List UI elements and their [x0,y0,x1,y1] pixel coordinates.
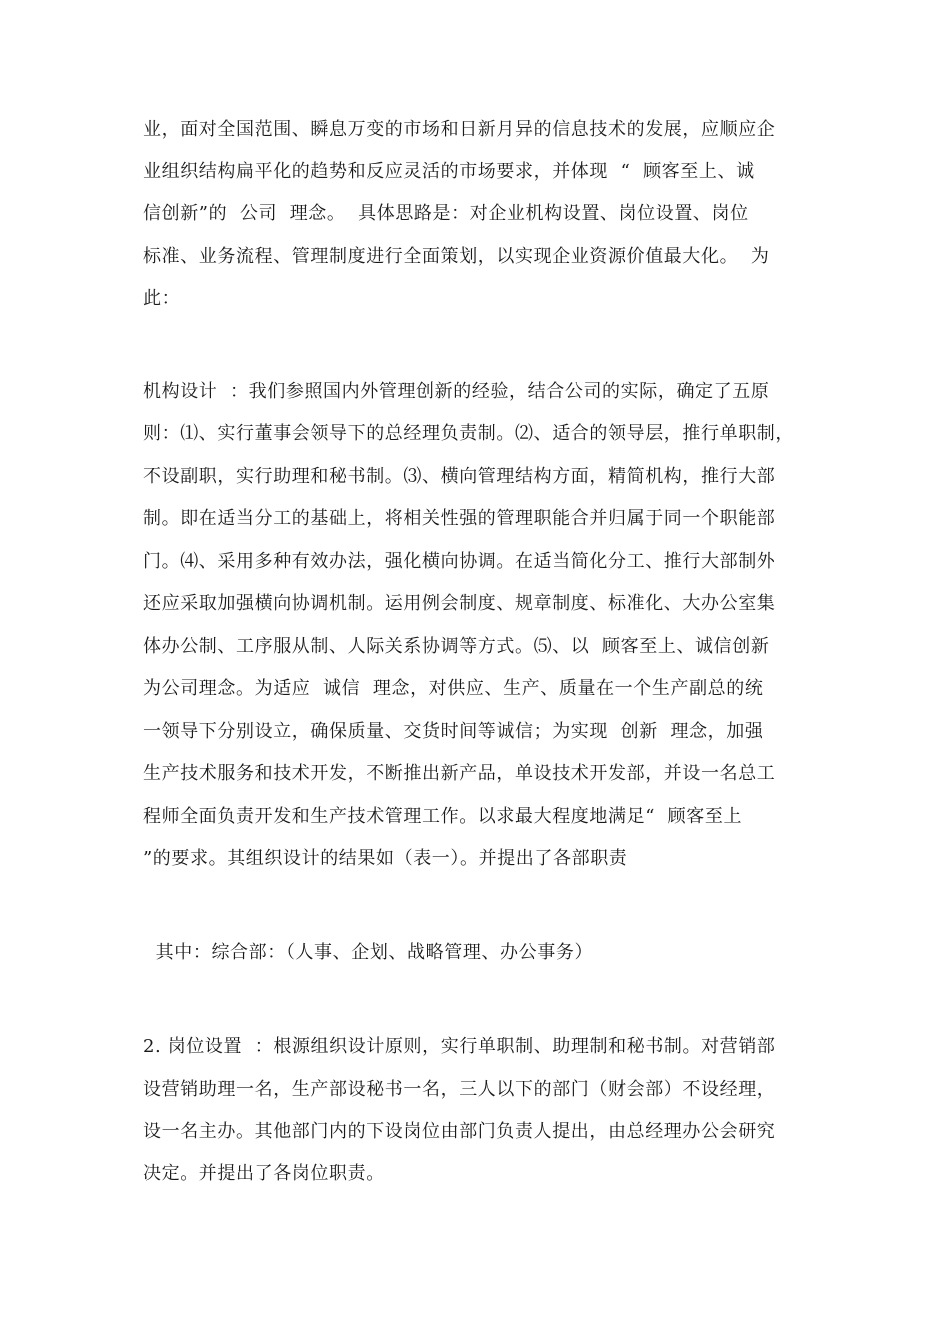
text-line: 其中：综合部：（人事、企划、战略管理、办公事务） [143,942,594,963]
text-line: 不设副职，实行助理和秘书制。⑶、横向管理结构方面，精简机构，推行大部 [143,466,776,487]
text-line: 业组织结构扁平化的趋势和反应灵活的市场要求，并体现 “ 顾客至上、诚 [143,161,755,182]
text-line: 设一名主办。其他部门内的下设岗位由部门负责人提出，由总经理办公会研究 [143,1121,776,1142]
text-line: 2. 岗位设置 ：根源组织设计原则，实行单职制、助理制和秘书制。对营销部 [143,1036,776,1057]
text-line: 为公司理念。为适应 诚信 理念，对供应、生产、质量在一个生产副总的统 [143,678,764,699]
text-line: 决定。并提出了各岗位职责。 [143,1163,385,1184]
text-line: 此： [143,288,181,309]
text-line: 机构设计 ：我们参照国内外管理创新的经验，结合公司的实际，确定了五原 [143,381,770,402]
text-line: 体办公制、工序服从制、人际关系协调等方式。⑸、以 顾客至上、诚信创新 [143,636,770,657]
text-line: 生产技术服务和技术开发，不断推出新产品，单设技术开发部，并设一名总工 [143,763,776,784]
text-line: 标准、业务流程、管理制度进行全面策划，以实现企业资源价值最大化。 为 [143,246,770,267]
text-line: ”的要求。其组织设计的结果如（表一）。并提出了各部职责 [143,848,628,869]
text-line: 业，面对全国范围、瞬息万变的市场和日新月异的信息技术的发展，应顺应企 [143,119,776,140]
text-line: 还应采取加强横向协调机制。运用例会制度、规章制度、标准化、大办公室集 [143,593,776,614]
text-line: 门。⑷、采用多种有效办法，强化横向协调。在适当简化分工、推行大部制外 [143,551,776,572]
text-line: 则：⑴、实行董事会领导下的总经理负责制。⑵、适合的领导层，推行单职制， [143,423,794,444]
text-line: 一领导下分别设立，确保质量、交货时间等诚信；为实现 创新 理念，加强 [143,721,764,742]
text-line: 信创新”的 公司 理念。 具体思路是：对企业机构设置、岗位设置、岗位 [143,203,749,224]
text-line: 程师全面负责开发和生产技术管理工作。以求最大程度地满足“ 顾客至上 [143,806,743,827]
text-line: 制。即在适当分工的基础上，将相关性强的管理职能合并归属于同一个职能部 [143,508,776,529]
text-line: 设营销助理一名，生产部设秘书一名，三人以下的部门（财会部）不设经理， [143,1079,776,1100]
